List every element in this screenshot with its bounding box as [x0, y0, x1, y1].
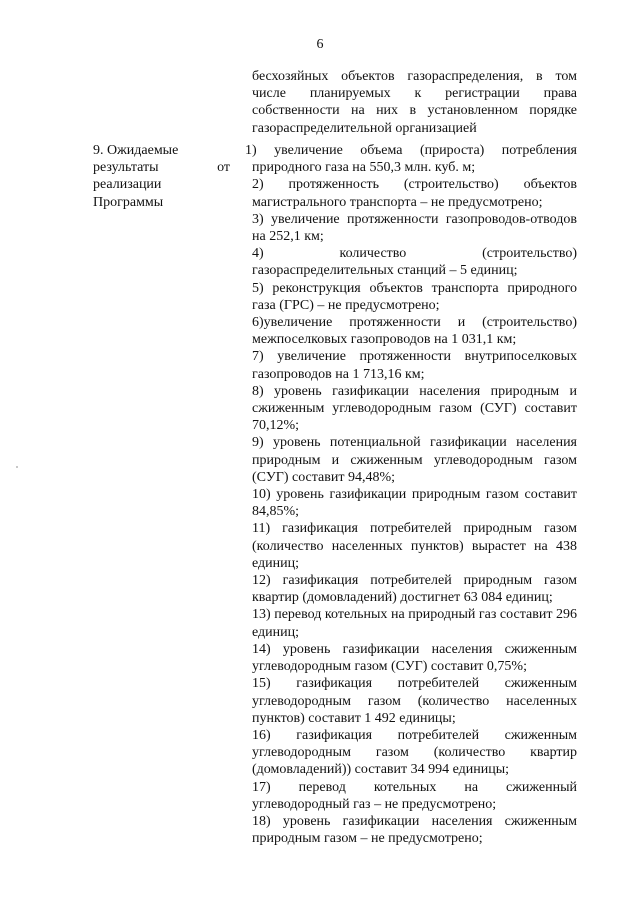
result-item: 2) протяженность (строительство) объектов магистрального транспорта – не предусмотрено; — [252, 177, 577, 210]
result-item: 9) уровень потенциальной газификации населения природным и сжиженным углеводородным газом (СУГ) составит 94,48%; — [252, 435, 577, 485]
result-item: 5) реконструкция объектов транспорта природного газа (ГРС) – не предусмотрено; — [252, 280, 577, 313]
result-item: 12) газификация потребителей природным газом квартир (домовладений) достигнет 63 084 единиц; — [252, 573, 577, 606]
result-item: 15) газификация потребителей сжиженным углеводородным газом (количество населенных пунктов) составит 1 492 единицы; — [252, 676, 577, 726]
result-item: 6)увеличение протяженности и (строительство) межпоселковых газопроводов на 1 031,1 км; — [252, 315, 577, 348]
intro-paragraph: бесхозяйных объектов газораспределения, в том числе планируемых к регистрации права собственности на них в установленном порядке газораспределительной организацией — [252, 69, 577, 136]
result-item: 13) перевод котельных на природный газ составит 296 единиц; — [252, 607, 577, 640]
result-item: 11) газификация потребителей природным газом (количество населенных пунктов) вырастет на 438 единиц; — [252, 521, 577, 571]
section-label-line-1: 9. Ожидаемые — [93, 143, 179, 158]
section-label-suffix: от — [217, 160, 230, 176]
section-label-word: результаты — [93, 160, 159, 176]
result-item: 14) уровень газификации населения сжиженным углеводородным газом (СУГ) составит 0,75%; — [252, 641, 577, 675]
result-item: 8) уровень газификации населения природным и сжиженным углеводородным газом (СУГ) составит 70,12%; — [252, 383, 577, 434]
result-item: 4) количество (строительство) газораспределительных станций – 5 единиц; — [252, 246, 577, 279]
section-label-line-2 — [93, 159, 230, 176]
section-label-line-4: Программы — [93, 194, 164, 210]
result-item: 16) газификация потребителей сжиженным углеводородным газом (количество квартир (домовладений)) составит 34 994 единицы; — [252, 727, 577, 778]
result-item: 17) перевод котельных на сжиженный углеводородный газ – не предусмотрено; — [252, 779, 577, 812]
section-label — [93, 142, 230, 211]
page-number: 6 — [316, 37, 324, 52]
result-item: 7) увеличение протяженности внутрипоселковых газопроводов на 1 713,16 км; — [252, 349, 577, 382]
scan-speck — [16, 466, 18, 468]
result-item: 10) уровень газификации природным газом составит 84,85%; — [252, 487, 577, 520]
result-item: 1) увеличение объема (прироста) потребления природного газа на 550,3 млн. куб. м; — [245, 143, 577, 176]
result-item: 18) уровень газификации населения сжиженным природным газом – не предусмотрено; — [252, 813, 577, 847]
expected-results-list — [245, 142, 577, 847]
section-label-line-3: реализации — [93, 177, 162, 193]
result-item: 3) увеличение протяженности газопроводов-отводов на 252,1 км; — [252, 211, 577, 245]
